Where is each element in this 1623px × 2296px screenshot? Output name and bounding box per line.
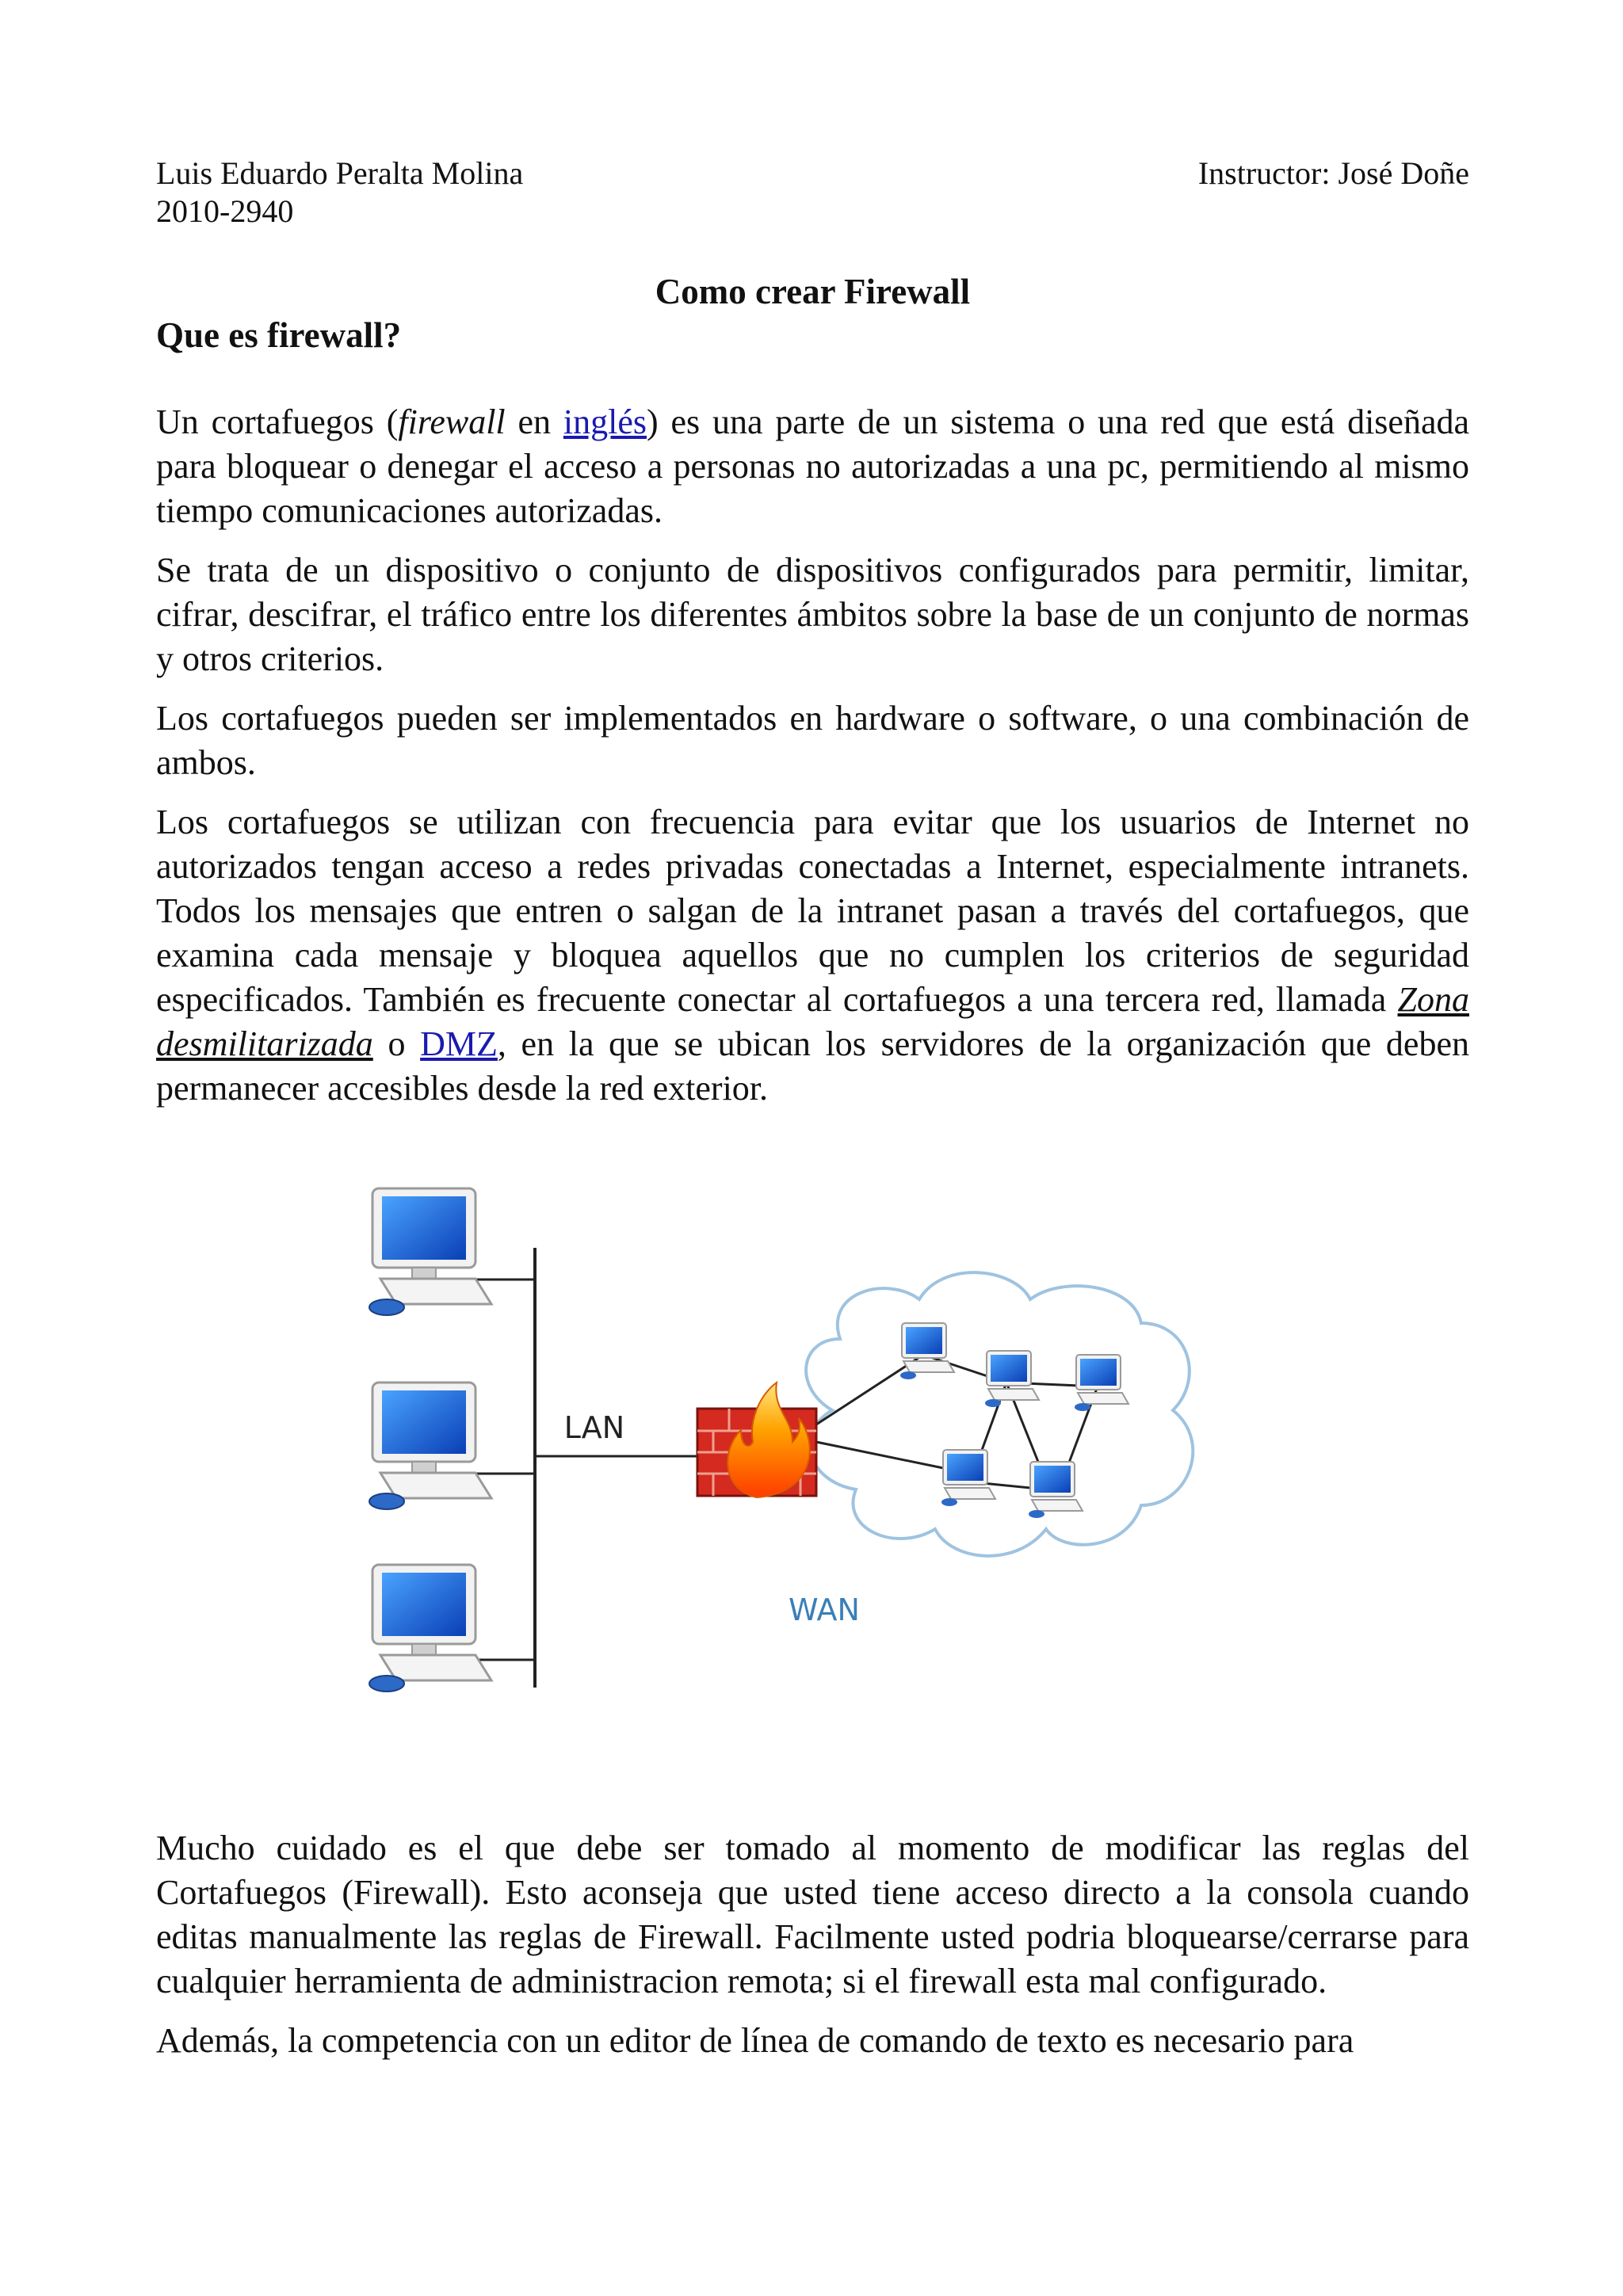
p1-text-c: en bbox=[505, 402, 563, 441]
wan-computer-2-icon bbox=[985, 1351, 1039, 1407]
body-bottom bbox=[156, 1826, 1469, 2078]
wan-computer-5-icon bbox=[1029, 1462, 1083, 1518]
paragraph-6: Además, la competencia con un editor de línea de comando de texto es necesario para bbox=[156, 2021, 1354, 2060]
paragraph-2: Se trata de un dispositivo o conjunto de dispositivos configurados para permitir, limitar, cifrar, descifrar, el tráfico entre los diferentes ámbitos sobre la base de un conjunto de normas y otros criterios. bbox=[156, 551, 1469, 678]
lan-computer-3-icon bbox=[369, 1565, 491, 1691]
p1-firewall-term: firewall bbox=[398, 402, 506, 441]
p1-text-a: Un cortafuegos ( bbox=[156, 402, 399, 441]
paragraph-4 bbox=[156, 800, 1469, 1111]
instructor-name: Instructor: José Doñe bbox=[1197, 155, 1469, 191]
p4-text-e: , en la que se ubican los servidores de la organización que deben permanecer accesibles desde la red exterior. bbox=[156, 1024, 1469, 1108]
paragraph-5: Mucho cuidado es el que debe ser tomado al momento de modificar las reglas del Cortafuegos (Firewall). Esto aconseja que usted tiene acceso directo a la consola cuando editas manualmente las reglas de Firewall. Facilmente usted podria bloquearse/cerrarse para cualquier herramienta de administracion remota; si el firewall esta mal configurado. bbox=[156, 1829, 1469, 2000]
lan-computer-1-icon bbox=[369, 1188, 491, 1315]
p1-text-e: ) es una parte de un sistema o una red que está diseñada para bloquear o denegar el acceso a personas no autorizadas a una pc, permitiendo al mismo tiempo comunicaciones autorizadas. bbox=[156, 402, 1470, 530]
lan-computer-2-icon bbox=[369, 1383, 491, 1509]
ingles-link[interactable]: inglés bbox=[563, 402, 647, 441]
wan-cloud bbox=[806, 1272, 1193, 1556]
p4-text-c: o bbox=[372, 1024, 421, 1063]
wan-label: WAN bbox=[789, 1592, 860, 1627]
document-title: Como crear Firewall bbox=[655, 272, 971, 311]
lan-label: LAN bbox=[563, 1410, 625, 1445]
wan-computer-4-icon bbox=[941, 1450, 995, 1506]
paragraph-1 bbox=[156, 400, 1469, 533]
author-name: Luis Eduardo Peralta Molina bbox=[156, 155, 524, 191]
wan-computer-1-icon bbox=[900, 1323, 954, 1379]
network-diagram bbox=[349, 1157, 1268, 1711]
firewall-icon bbox=[697, 1383, 816, 1497]
section-heading: Que es firewall? bbox=[156, 315, 402, 355]
body-top bbox=[156, 400, 1469, 1126]
paragraph-3: Los cortafuegos pueden ser implementados en hardware o software, o una combinación de ambos. bbox=[156, 699, 1469, 782]
wan-computer-3-icon bbox=[1075, 1355, 1128, 1411]
student-id: 2010-2940 bbox=[156, 193, 294, 229]
p4-text-a: Los cortafuegos se utilizan con frecuencia para evitar que los usuarios de Internet no autorizados tengan acceso a redes privadas conectadas a Internet, especialmente intranets. Todos los mensajes que entren o salgan de la intranet pasan a través del cortafuegos, que examina cada mensaje y bloquea aquellos que no cumplen los criterios de seguridad especificados. También es frecuente conectar al cortafuegos a una tercera red, llamada bbox=[156, 803, 1469, 1019]
dmz-link[interactable]: DMZ bbox=[420, 1024, 498, 1063]
zona-desmilitarizada-link[interactable]: Zona desmilitarizada bbox=[156, 980, 1469, 1063]
